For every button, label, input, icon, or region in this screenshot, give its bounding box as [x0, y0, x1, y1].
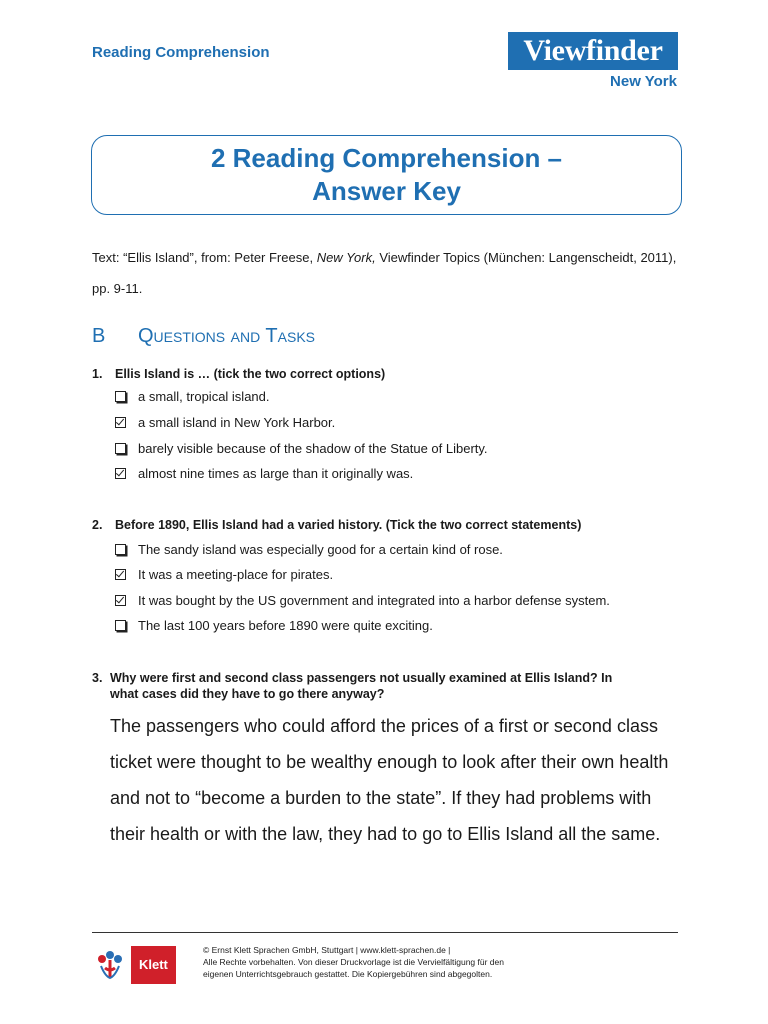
answer-text: The passengers who could afford the prices of a first or second class ticket were thought to be wealthy enough to look after their own health and not to “become a burden to the state”. If they had problems with their health or with the law, they had to go to Ellis Island all the same. — [110, 716, 669, 844]
option — [115, 415, 335, 430]
footer-line-1: © Ernst Klett Sprachen GmbH, Stuttgart | www.klett-sprachen.de | — [203, 945, 451, 955]
option — [115, 466, 413, 481]
option — [115, 441, 488, 456]
checkbox[interactable] — [115, 443, 126, 454]
checkbox-checked[interactable] — [115, 569, 126, 580]
option-text: It was bought by the US government and integrated into a harbor defense system. — [138, 593, 610, 608]
section-title: Questions and Tasks — [138, 325, 316, 347]
title-line-1: 2 Reading Comprehension – — [210, 143, 563, 173]
checkbox[interactable] — [115, 391, 126, 402]
checkbox[interactable] — [115, 544, 126, 555]
source-suffix: Viewfinder Topics (München: Langenscheidt, 2011), pp. 9-11. — [92, 250, 677, 296]
question-1 — [92, 367, 385, 381]
question-number: 1. — [92, 367, 103, 381]
checkbox-checked[interactable] — [115, 595, 126, 606]
header-title: Reading Comprehension — [92, 44, 270, 61]
footer-copyright — [203, 944, 623, 980]
option-text: The last 100 years before 1890 were quite exciting. — [138, 618, 433, 633]
footer-divider — [92, 932, 678, 933]
question-text-line-2: what cases did they have to go there anyway? — [110, 687, 385, 701]
title-box — [91, 135, 682, 215]
option-text: a small island in New York Harbor. — [138, 415, 336, 430]
klett-wordmark: Klett — [131, 946, 176, 984]
option — [115, 593, 610, 608]
source-citation — [92, 242, 692, 304]
question-3 — [92, 670, 652, 702]
title-line-2: Answer Key — [312, 176, 461, 206]
logo-subtitle: New York — [610, 73, 677, 90]
klett-mark-icon — [93, 946, 127, 984]
question-text: Before 1890, Ellis Island had a varied history. (Tick the two correct statements) — [115, 518, 582, 532]
section-heading — [92, 325, 315, 348]
footer-line-2: Alle Rechte vorbehalten. Von dieser Druckvorlage ist die Vervielfältigung für den — [203, 957, 504, 967]
option-text: It was a meeting-place for pirates. — [138, 567, 334, 582]
section-letter: B — [92, 325, 106, 347]
source-italic: New York, — [316, 250, 376, 265]
option-text: almost nine times as large than it originally was. — [138, 466, 414, 481]
option — [115, 618, 433, 633]
option-text: barely visible because of the shadow of the Statue of Liberty. — [138, 441, 488, 456]
question-number: 3. — [92, 671, 103, 685]
question-2 — [92, 518, 581, 532]
checkbox-checked[interactable] — [115, 417, 126, 428]
option-text: a small, tropical island. — [138, 389, 270, 404]
footer-line-3: eigenen Unterrichtsgebrauch gestattet. Die Kopiergebühren sind abgegolten. — [203, 969, 493, 979]
option — [115, 567, 333, 582]
question-number: 2. — [92, 518, 103, 532]
option-text: The sandy island was especially good for a certain kind of rose. — [138, 542, 503, 557]
option — [115, 542, 503, 557]
viewfinder-logo: Viewfinder — [508, 32, 678, 70]
klett-logo — [93, 944, 197, 986]
source-prefix: Text: “Ellis Island”, from: Peter Freese, — [92, 250, 317, 265]
checkbox-checked[interactable] — [115, 468, 126, 479]
question-text: Ellis Island is … (tick the two correct options) — [115, 367, 386, 381]
option — [115, 389, 270, 404]
question-text-line-1: Why were first and second class passengers not usually examined at Ellis Island? In — [110, 671, 613, 685]
checkbox[interactable] — [115, 620, 126, 631]
